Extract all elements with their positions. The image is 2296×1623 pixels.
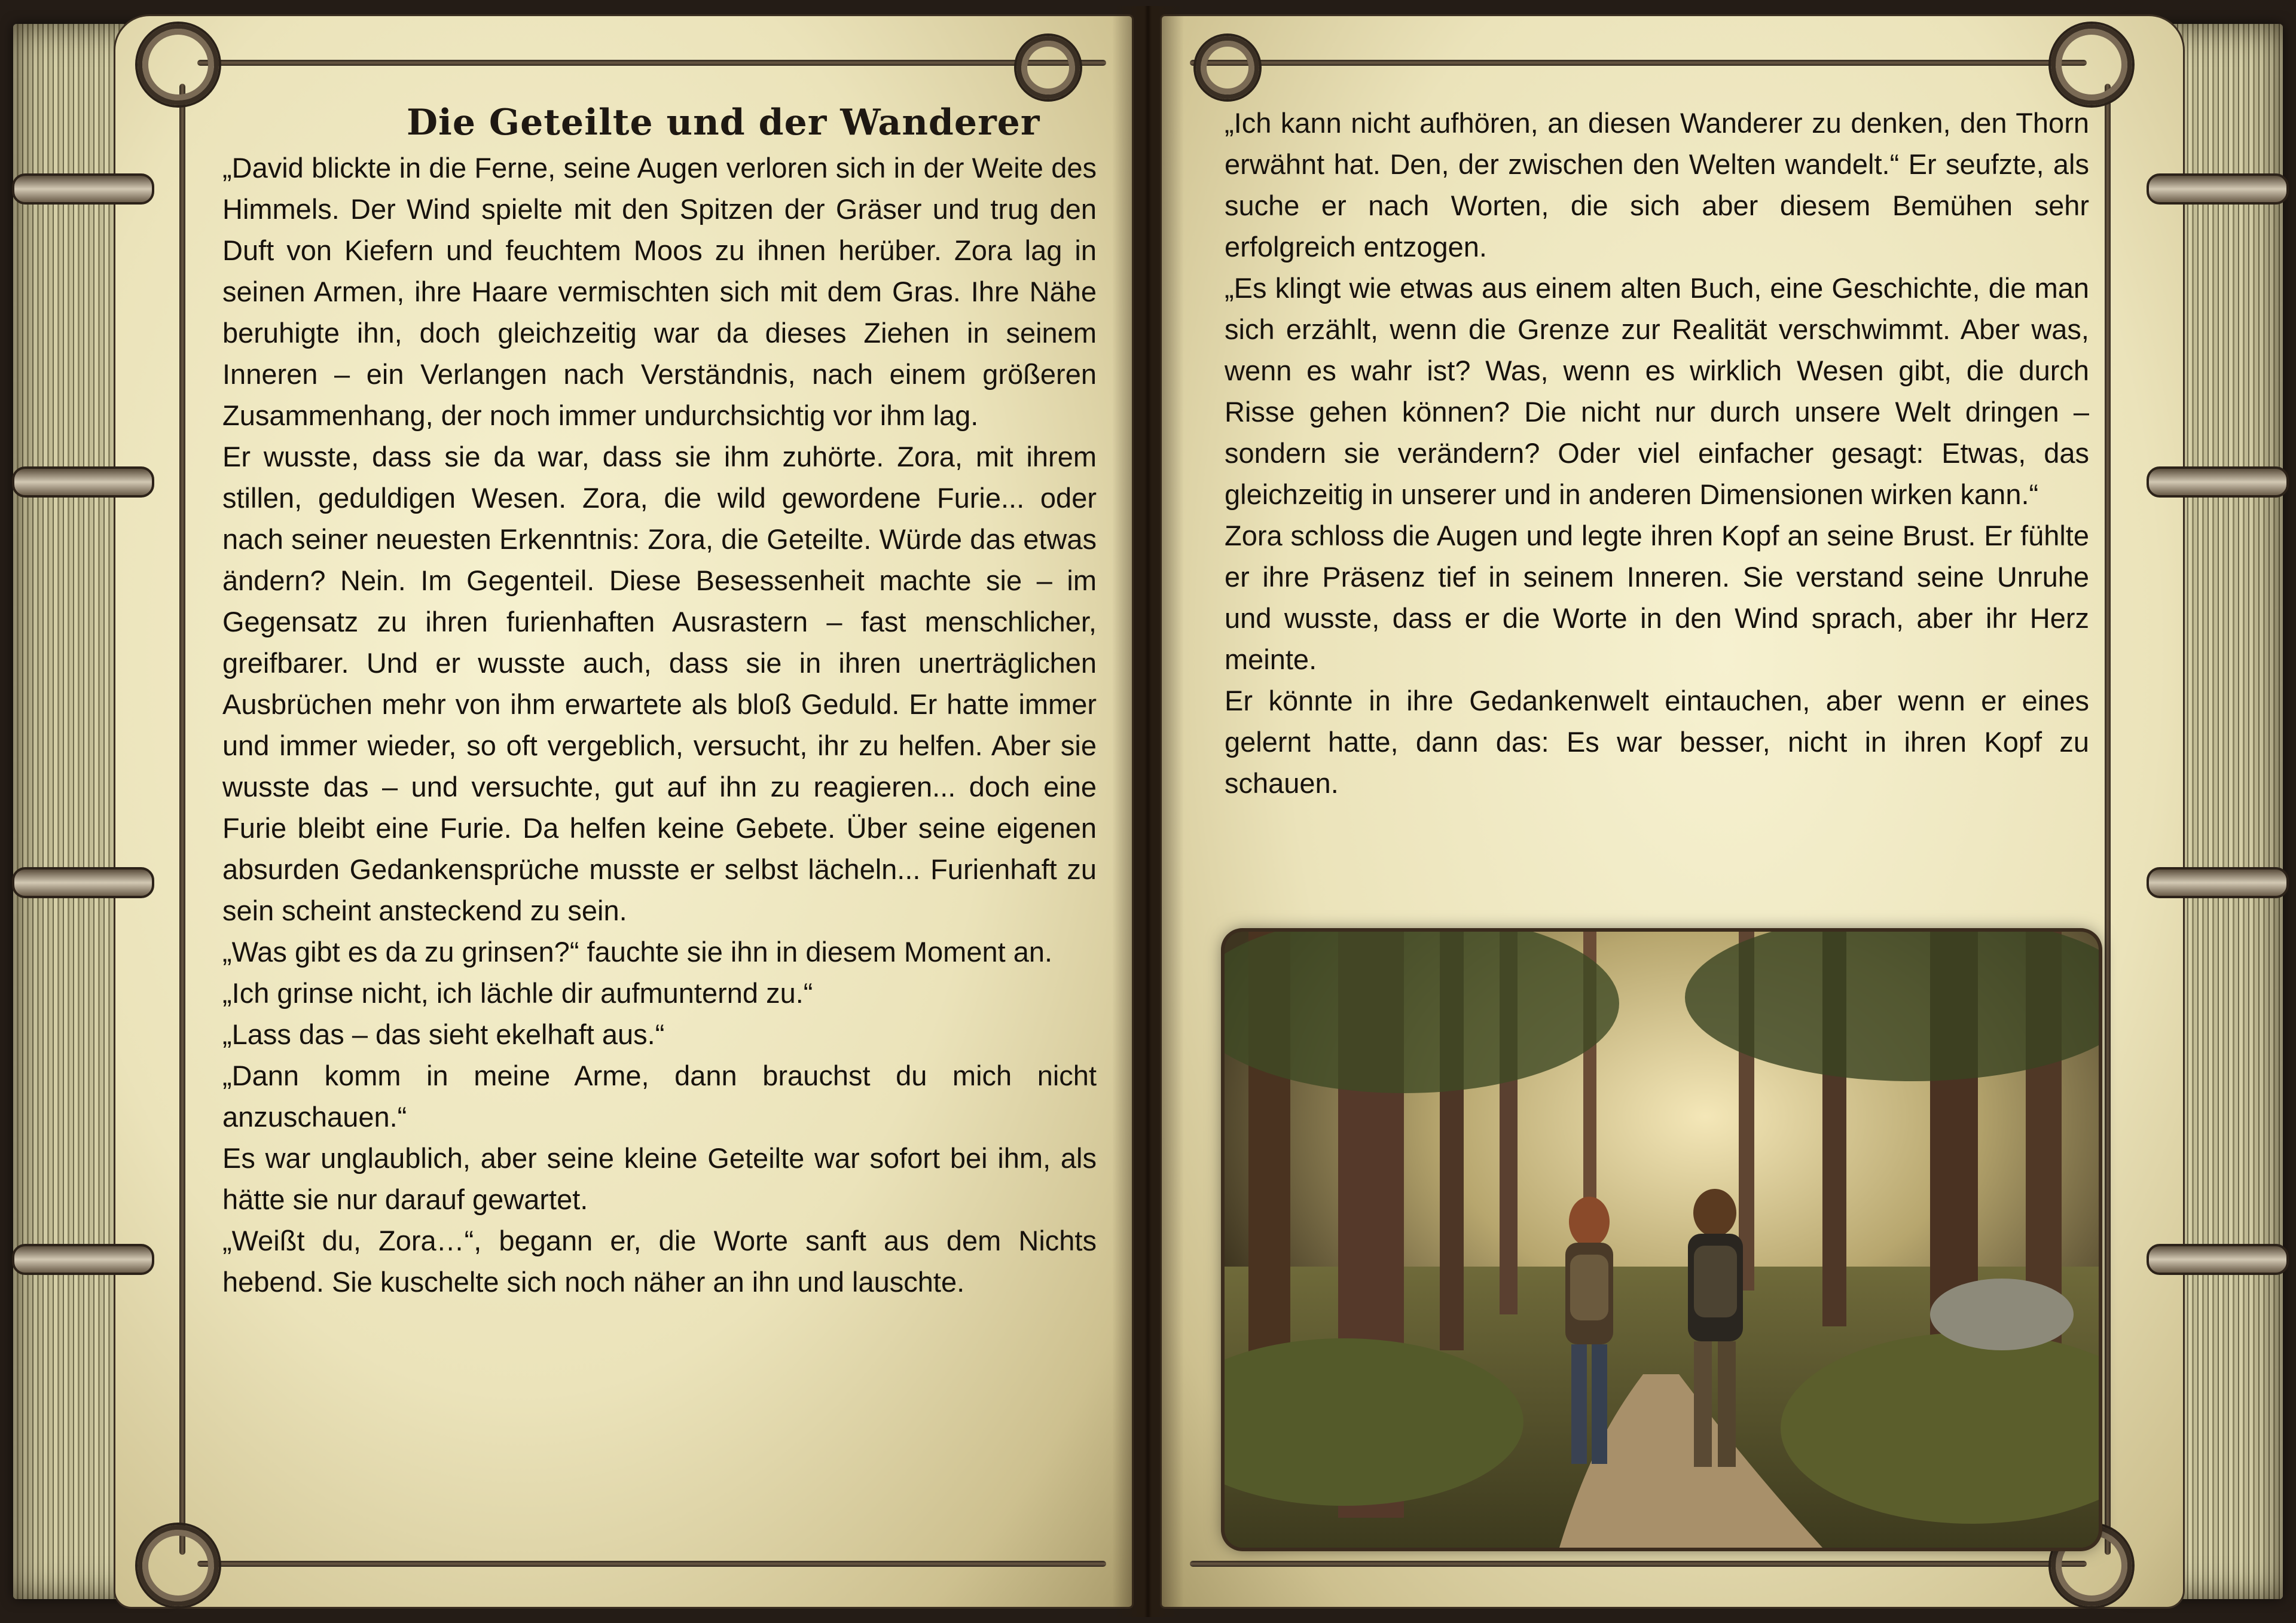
ornament-knot-bottom-left	[138, 1525, 219, 1606]
paragraph: „Ich kann nicht aufhören, an diesen Wanderer zu denken, den Thorn erwähnt hat. Den, der zwischen den Welten wandelt.“ Er seufzte, als suche er nach Worten, die sich aber diesem Bemühen sehr erfolgreich entzogen.	[1225, 107, 2089, 263]
paragraph: „Es klingt wie etwas aus einem alten Buch, eine Geschichte, die man sich erzählt, wenn die Grenze zur Realität verschwimmt. Aber was, wenn es wahr ist? Was, wenn es wirklich Wesen gibt, die durch Risse gehen können? Die nicht nur durch unsere Welt dringen – sondern sie verändern? Oder viel einfacher gesagt: Etwas, das gleichzeitig in unserer und in anderen Dimensionen wirken kann.“	[1225, 272, 2089, 510]
paragraph: „Ich grinse nicht, ich lächle dir aufmunternd zu.“	[222, 977, 813, 1009]
left-page-text	[222, 147, 1097, 1302]
ornament-knot-top-left	[138, 24, 219, 105]
ornament-rail-side-left	[179, 84, 185, 1555]
binding-strap-right-2	[2147, 466, 2289, 498]
paragraph: Zora schloss die Augen und legte ihren Kopf an seine Brust. Er fühlte er ihre Präsenz tief in seinem Inneren. Sie verstand seine Unruhe und wusste, dass er die Worte in den Wind sprach, aber ihr Herz meinte.	[1225, 520, 2089, 675]
ornament-rail-bottom-left	[197, 1561, 1106, 1567]
ornament-rail-top-right	[1190, 60, 2087, 66]
binding-strap-left-1	[12, 173, 154, 205]
ornament-knot-top-center-left	[1016, 36, 1080, 99]
book-gutter	[1112, 6, 1184, 1617]
paragraph: „Was gibt es da zu grinsen?“ fauchte sie ihn in diesem Moment an.	[222, 936, 1053, 968]
forest-illustration	[1225, 932, 2099, 1548]
paragraph: „David blickte in die Ferne, seine Augen verloren sich in der Weite des Himmels. Der Wind spielte mit den Spitzen der Gräser und trug den Duft von Kiefern und feuchtem Moos zu ihnen herüber. Zora lag in seinen Armen, ihre Haare vermischten sich mit dem Gras. Ihre Nähe beruhigte ihn, doch gleichzeitig war da dieses Ziehen in seinem Inneren – ein Verlangen nach Verständnis, nach einem größeren Zusammenhang, der noch immer undurchsichtig vor ihm lag.	[222, 152, 1097, 431]
ornament-rail-top-left	[197, 60, 1106, 66]
right-page-text	[1225, 102, 2089, 804]
rock	[1930, 1279, 2074, 1350]
ornament-knot-top-center-right	[1196, 36, 1259, 99]
paragraph: „Lass das – das sieht ekelhaft aus.“	[222, 1018, 665, 1050]
paragraph: „Dann komm in meine Arme, dann brauchst du mich nicht anzuschauen.“	[222, 1060, 1097, 1133]
binding-strap-right-4	[2147, 1244, 2289, 1275]
forest-scene	[1225, 932, 2099, 1548]
binding-strap-left-4	[12, 1244, 154, 1275]
chapter-title: Die Geteilte und der Wanderer	[407, 102, 1040, 144]
binding-strap-right-1	[2147, 173, 2289, 205]
ornament-rail-side-right	[2105, 84, 2111, 1555]
paragraph: „Weißt du, Zora…“, begann er, die Worte sanft aus dem Nichts hebend. Sie kuschelte sich noch näher an ihn und lauschte.	[222, 1225, 1097, 1298]
paragraph: Es war unglaublich, aber seine kleine Geteilte war sofort bei ihm, als hätte sie nur darauf gewartet.	[222, 1142, 1097, 1215]
paragraph: Er wusste, dass sie da war, dass sie ihm zuhörte. Zora, mit ihrem stillen, geduldigen Wesen. Zora, die wild gewordene Furie... oder nach seiner neuesten Erkenntnis: Zora, die Geteilte. Würde das etwas ändern? Nein. Im Gegenteil. Diese Besessenheit machte sie – im Gegensatz zu ihren furienhaften Ausrastern – fast menschlicher, greifbarer. Und er wusste auch, dass sie in ihren unerträglichen Ausbrüchen mehr von ihm erwartete als bloß Geduld. Er hatte immer und immer wieder, so oft vergeblich, versucht, ihr zu helfen. Aber sie wusste das – und versuchte, gut auf ihn zu reagieren... doch eine Furie bleibt eine Furie. Da helfen keine Gebete. Über seine eigenen absurden Gedankensprüche musste er selbst lächeln... Furienhaft zu sein scheint ansteckend zu sein.	[222, 441, 1097, 926]
ornament-rail-bottom-right	[1190, 1561, 2087, 1567]
paragraph: Er könnte in ihre Gedankenwelt eintauchen, aber wenn er eines gelernt hatte, dann das: Es war besser, nicht in ihren Kopf zu schauen.	[1225, 685, 2089, 799]
binding-strap-left-3	[12, 867, 154, 898]
binding-strap-right-3	[2147, 867, 2289, 898]
binding-strap-left-2	[12, 466, 154, 498]
ornament-knot-top-right	[2051, 24, 2132, 105]
